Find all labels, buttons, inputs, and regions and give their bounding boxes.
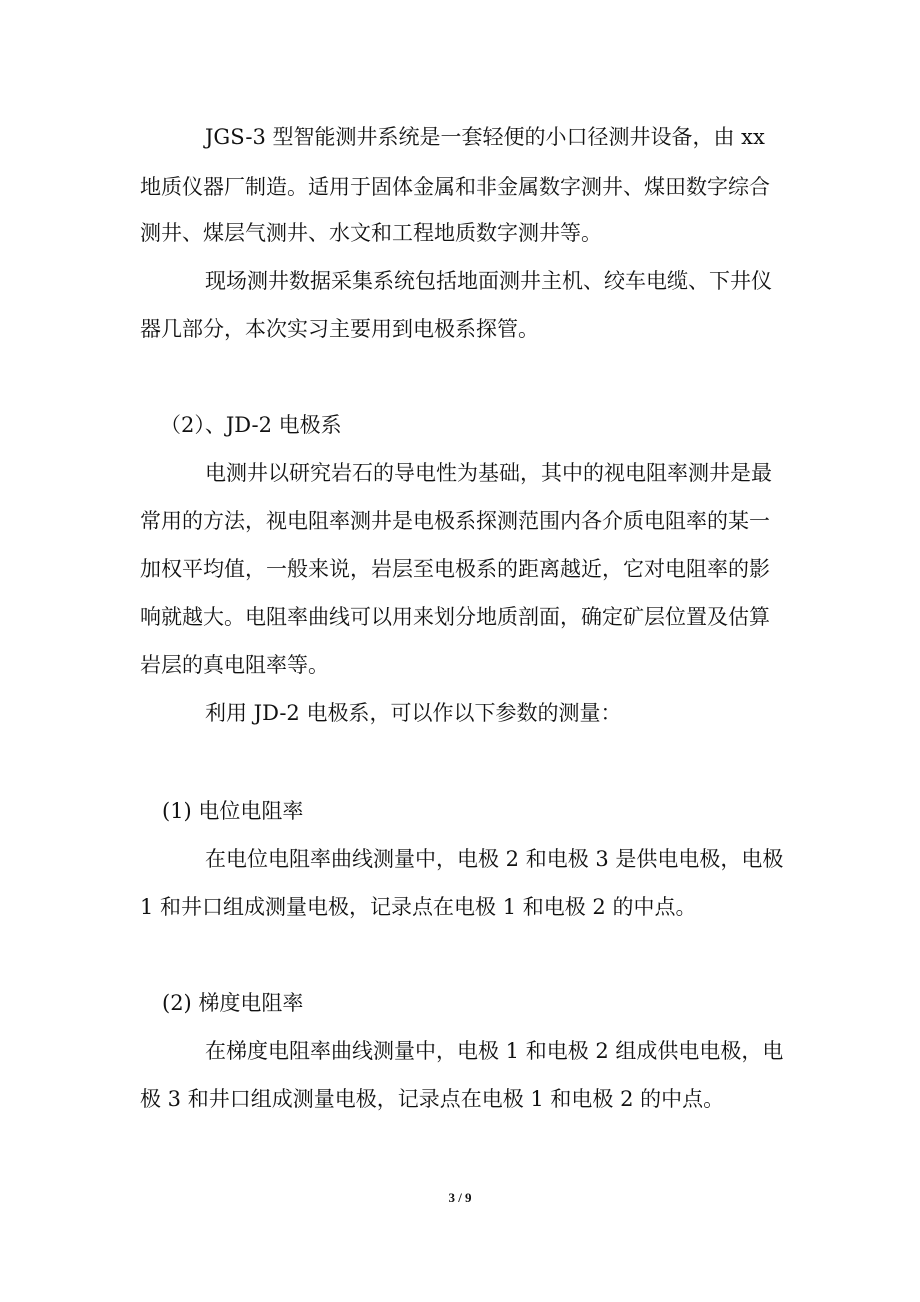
paragraph-line: 地质仪器厂制造。适用于固体金属和非金属数字测井、煤田数字综合	[140, 175, 770, 199]
paragraph-line: 测井、煤层气测井、水文和工程地质数字测井等。	[140, 221, 602, 245]
section-heading: （2）、JD-2 电极系	[160, 413, 342, 437]
paragraph-line: 1 和井口组成测量电极，记录点在电极 1 和电极 2 的中点。	[140, 895, 697, 919]
paragraph-line: 在梯度电阻率曲线测量中，电极 1 和电极 2 组成供电电极，电	[205, 1039, 784, 1063]
paragraph-line: 响就越大。电阻率曲线可以用来划分地质剖面，确定矿层位置及估算	[140, 605, 770, 629]
subsection-heading: (2) 梯度电阻率	[162, 991, 304, 1015]
paragraph-line: JGS-3 型智能测井系统是一套轻便的小口径测井设备，由 xx	[205, 125, 765, 149]
paragraph-line: 在电位电阻率曲线测量中，电极 2 和电极 3 是供电电极，电极	[205, 847, 784, 871]
paragraph-line: 电测井以研究岩石的导电性为基础，其中的视电阻率测井是最	[205, 461, 772, 485]
paragraph-line: 利用 JD-2 电极系，可以作以下参数的测量：	[205, 701, 622, 725]
paragraph-line: 极 3 和井口组成测量电极，记录点在电极 1 和电极 2 的中点。	[140, 1087, 725, 1111]
paragraph-line: 常用的方法，视电阻率测井是电极系探测范围内各介质电阻率的某一	[140, 509, 770, 533]
paragraph-line: 器几部分，本次实习主要用到电极系探管。	[140, 317, 539, 341]
paragraph-line: 加权平均值，一般来说，岩层至电极系的距离越近，它对电阻率的影	[140, 557, 770, 581]
page-number: 3 / 9	[448, 1190, 472, 1205]
paragraph-line: 现场测井数据采集系统包括地面测井主机、绞车电缆、下井仪	[205, 269, 772, 293]
paragraph-line: 岩层的真电阻率等。	[140, 653, 329, 677]
subsection-heading: (1) 电位电阻率	[162, 799, 304, 823]
